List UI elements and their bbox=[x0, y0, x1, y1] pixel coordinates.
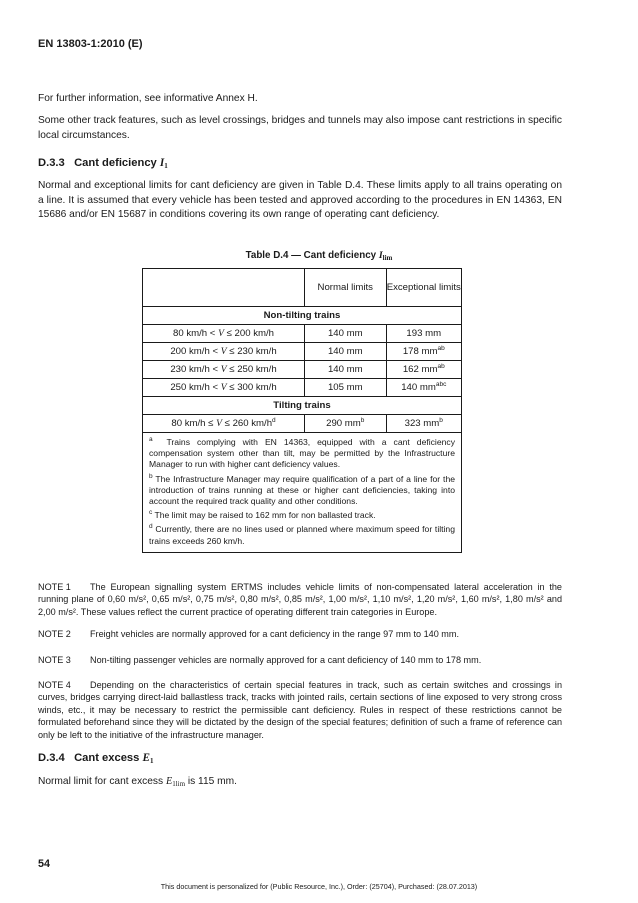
exceptional-limit-cell: 162 $mm^{ab}$ bbox=[386, 361, 461, 379]
section-number: D.3.4 bbox=[38, 752, 65, 764]
section-symbol-subscript: 1 bbox=[164, 162, 168, 170]
normal-limit-cell: 140 mm bbox=[305, 325, 387, 343]
exceptional-limit-cell: 178 $mm^{ab}$ bbox=[386, 343, 461, 361]
section-title: Cant deficiency bbox=[74, 157, 157, 169]
section-number: D.3.3 bbox=[38, 157, 65, 169]
footnote: $^c$ The limit may be raised to 162 mm for non ballasted track. bbox=[149, 509, 376, 521]
table-row bbox=[143, 325, 462, 343]
intro-paragraph-2: Some other track features, such as level crossings, bridges and tunnels may also impose cant restrictions in specific local circumstances. bbox=[38, 115, 562, 141]
header-exceptional-limits: Exceptional limits bbox=[386, 269, 461, 307]
section-heading-d33 bbox=[38, 157, 168, 170]
note-1: NOTE 1 The European signalling system ERTMS includes vehicle limits of non-compensated lateral acceleration in the running plane of 0,60 m/s², 0,65 m/s², 0,75 m/s², 0,80 m/s², 0,85 m/s², 1,00 m/s², 1,10 m/s², 1,20 m/s², 1,60 m/s², 1,80 m/s² and 2,00 m/s². These values reflect the current practice of operating different train categories in Europe. bbox=[38, 582, 562, 617]
section-symbol: E bbox=[142, 752, 150, 764]
intro-paragraph-1: For further information, see informative Annex H. bbox=[38, 93, 258, 104]
footnote: $^d$ Currently, there are no lines used or planned where maximum speed for tilting trains exceeds 260 km/h. bbox=[149, 523, 455, 546]
note-2: NOTE 2 Freight vehicles are normally approved for a cant deficiency in the range 97 mm to 140 mm. bbox=[38, 629, 459, 639]
speed-range-cell: 200 km/h < V ≤ 230 km/h bbox=[143, 343, 305, 361]
document-header: EN 13803-1:2010 (E) bbox=[38, 38, 143, 50]
speed-range-cell: 250 km/h < V ≤ 300 km/h bbox=[143, 379, 305, 397]
page-number: 54 bbox=[38, 858, 51, 870]
exceptional-limit-cell: 193 mm bbox=[386, 325, 461, 343]
table-footnotes-row bbox=[143, 433, 462, 553]
table-row-tilting bbox=[143, 415, 462, 433]
footnote: $^b$ The Infrastructure Manager may require qualification of a part of a line for the introduction of trains running at these or higher cant deficiencies, taking into account the required track quality and other conditions. bbox=[149, 472, 455, 507]
section-row-non-tilting: Non-tilting trains bbox=[143, 307, 462, 325]
section-row-tilting: Tilting trains bbox=[143, 397, 462, 415]
header-normal-limits: Normal limits bbox=[305, 269, 387, 307]
table-caption: Table D.4 — Cant deficiency $I_{lim}$ bbox=[245, 250, 393, 262]
section-title: Cant excess bbox=[74, 752, 140, 764]
note-3: NOTE 3 Non-tilting passenger vehicles are normally approved for a cant deficiency of 140 mm to 178 mm. bbox=[38, 655, 482, 665]
section-symbol: I bbox=[159, 157, 165, 169]
section-d34-body: Normal limit for cant excess $E_{1lim}$ is 115 mm. bbox=[38, 776, 237, 788]
section-symbol-subscript: 1 bbox=[149, 757, 154, 765]
speed-range-cell: 80 km/h ≤ V ≤ 260 $km/h^d$ bbox=[143, 415, 305, 433]
table-footnotes bbox=[143, 433, 462, 553]
note-4: NOTE 4 Depending on the characteristics of certain special features in track, such as certain switches and crossings in curves, bridges carrying direct-laid ballastless track, tracks with jointed rails, certain sections of line exposed to very strong cross winds, etc., it may be necessary to restrict the permissible cant deficiency. Rules in respect of these restrictions cannot be formulated beforehand since they will be dictated by the design of the special features; definition of such a frame of reference can only be left to the initiative of the infrastructure manager. bbox=[38, 680, 562, 740]
section-heading-d34 bbox=[38, 752, 153, 765]
cant-deficiency-table bbox=[142, 268, 462, 553]
table-row bbox=[143, 361, 462, 379]
table-header-row bbox=[143, 269, 462, 307]
normal-limit-cell: 140 mm bbox=[305, 343, 387, 361]
header-empty-cell bbox=[143, 269, 305, 307]
normal-limit-cell: 140 mm bbox=[305, 361, 387, 379]
exceptional-limit-cell: 323 $mm^b$ bbox=[386, 415, 461, 433]
speed-range-cell: 230 km/h < V ≤ 250 km/h bbox=[143, 361, 305, 379]
section-d33-body: Normal and exceptional limits for cant deficiency are given in Table D.4. These limits apply to all trains operating on a line. It is assumed that every vehicle has been tested and approved according to the procedures in EN 14363, EN 15686 and/or EN 15687 in conditions covering its own range of operating cant deficiency. bbox=[38, 180, 562, 220]
footnote: $^a$ Trains complying with EN 14363, equipped with a cant deficiency compensation system other than tilt, may be permitted by the Infrastructure Manager to run with higher cant deficiency values. bbox=[149, 436, 455, 470]
normal-limit-cell: 105 mm bbox=[305, 379, 387, 397]
normal-limit-cell: 290 $mm^b$ bbox=[305, 415, 387, 433]
table-row bbox=[143, 379, 462, 397]
personalization-footer: This document is personalized for (Public Resource, Inc.), Order: (25704), Purchased: (28.07.2013) bbox=[160, 882, 478, 891]
table-row bbox=[143, 343, 462, 361]
speed-range-cell: 80 km/h < V ≤ 200 km/h bbox=[143, 325, 305, 343]
exceptional-limit-cell: 140 $mm^{abc}$ bbox=[386, 379, 461, 397]
